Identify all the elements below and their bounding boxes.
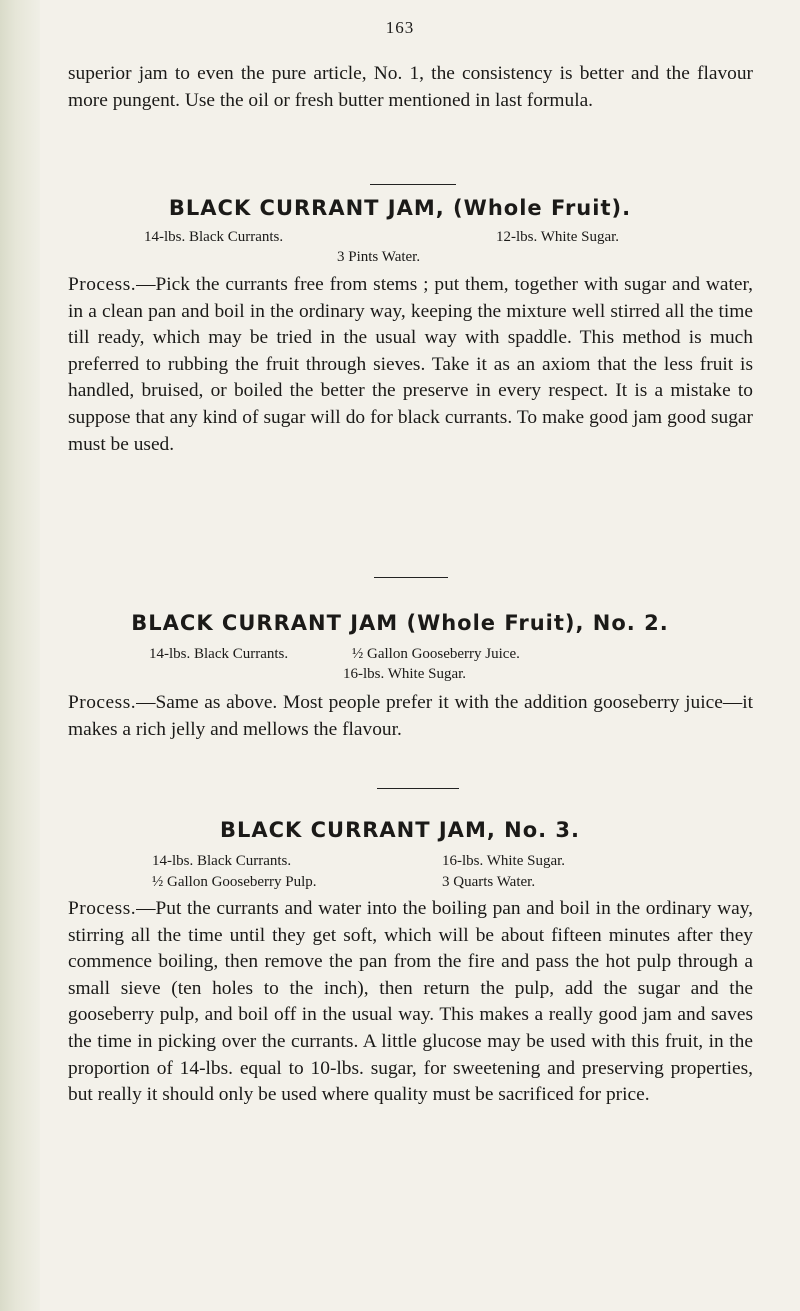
ingredient: 12-lbs. White Sugar. [496,229,620,245]
process-paragraph [68,690,753,743]
ingredient: ½ Gallon Gooseberry Juice. [352,646,520,662]
process-label: Process. [68,274,137,295]
ingredient: 14-lbs. Black Currants. [149,646,289,662]
process-text: —Put the currants and water into the boiling pan and boil in the ordinary way, stirring all the time until they get soft, which will be about fifteen minutes after they commence boiling, then remove the pan from the fire and pass the hot pulp through a small sieve (ten holes to the inch), then return the pulp, add the sugar and the gooseberry pulp, and boil off in the usual way. This makes a really good jam and saves the time in picking over the currants. A little glucose may be used with this fruit, in the proportion of 14-lbs. equal to 10-lbs. sugar, for sweetening and preserving properties, but really it should only be used where quality must be sacrificed for price. [68,898,753,1106]
intro-paragraph: superior jam to even the pure article, No. 1, the consistency is better and the flavour more pungent. Use the oil or fresh butter mentioned in last formula. [68,63,753,111]
process-label: Process. [68,692,137,713]
ingredient: 16-lbs. White Sugar. [343,666,467,682]
recipe-title: BLACK CURRANT JAM (Whole Fruit), No. 2. [131,611,669,635]
recipe-title: BLACK CURRANT JAM, (Whole Fruit). [168,196,632,220]
ingredient: 14-lbs. Black Currants. [152,853,292,869]
ingredient: 3 Pints Water. [337,249,421,265]
process-paragraph [68,272,753,458]
section-divider [370,184,456,185]
ingredient: ½ Gallon Gooseberry Pulp. [152,874,317,890]
section-divider [374,577,448,578]
recipe-title: BLACK CURRANT JAM, No. 3. [219,818,581,842]
process-text: —Pick the currants free from stems ; put them, together with sugar and water, in a clean pan and boil in the ordinary way, keeping the mixture well stirred all the time till ready, which may be tried in the usual way with spaddle. This method is much preferred to rubbing the fruit through sieves. Take it as an axiom that the less fruit is handled, bruised, or boiled the better the preserve in every respect. It is a mistake to suppose that any kind of sugar will do for black currants. To make good jam good sugar must be used. [68,274,753,455]
ingredient: 16-lbs. White Sugar. [442,853,566,869]
process-text: —Same as above. Most people prefer it with the addition gooseberry juice—it makes a rich jelly and mellows the flavour. [68,692,753,740]
process-label: Process. [68,898,137,919]
ingredient: 14-lbs. Black Currants. [144,229,284,245]
section-divider [377,788,459,789]
page-number: 163 [385,18,415,37]
ingredient: 3 Quarts Water. [442,874,536,890]
process-paragraph [68,896,753,1109]
